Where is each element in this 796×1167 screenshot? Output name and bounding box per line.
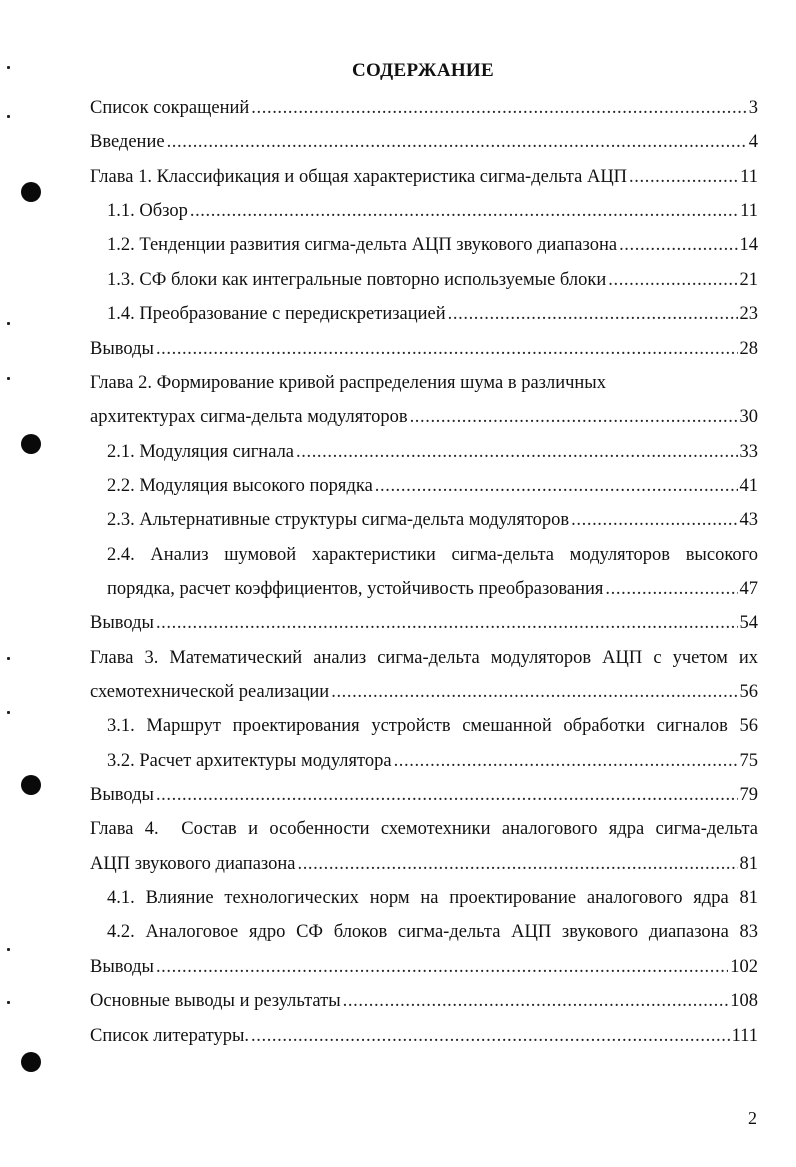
binder-hole	[21, 1052, 41, 1072]
toc-entry-chapter-2[interactable]	[90, 370, 758, 396]
toc-entry-title: Глава 4. Состав и особенности схемотехники аналогового ядра сигма-дельта	[90, 819, 758, 839]
toc-entry-chapter-4[interactable]	[90, 816, 758, 842]
toc-entry-conclusions-3[interactable]	[90, 782, 758, 808]
toc-entry-page: 56	[739, 682, 758, 702]
toc-entry-2-3[interactable]	[107, 507, 758, 533]
toc-entry-conclusions-4[interactable]	[90, 954, 758, 980]
scan-speck	[7, 948, 10, 951]
scan-speck	[7, 377, 10, 380]
scan-speck	[7, 322, 10, 325]
leader-dots	[605, 576, 737, 602]
toc-entry-1-2[interactable]	[107, 232, 758, 258]
scan-speck	[7, 1001, 10, 1004]
leader-dots	[343, 988, 729, 1014]
toc-entry-title: 1.3. СФ блоки как интегральные повторно используемые блоки	[107, 270, 607, 290]
toc-entry-title: 2.2. Модуляция высокого порядка	[107, 476, 373, 496]
toc-entry-page: 75	[739, 751, 758, 771]
toc-entry-page: 111	[731, 1026, 758, 1046]
leader-dots	[448, 301, 738, 327]
page-number: 2	[748, 1108, 757, 1128]
leader-dots	[156, 610, 738, 636]
toc-entry-title: Глава 3. Математический анализ сигма-дельта модуляторов АЦП с учетом их	[90, 648, 758, 668]
toc-entry-title: Выводы	[90, 613, 154, 633]
toc-entry-title: 2.3. Альтернативные структуры сигма-дельта модуляторов	[107, 510, 570, 530]
leader-dots	[394, 748, 738, 774]
toc-entry-page: 3	[748, 98, 758, 118]
toc-entry-page: 21	[739, 270, 758, 290]
leader-dots	[608, 267, 737, 293]
toc-entry-title: Выводы	[90, 339, 154, 359]
scan-speck	[7, 66, 10, 69]
toc-entry-title: 1.4. Преобразование с передискретизацией	[107, 304, 446, 324]
leader-dots	[167, 129, 747, 155]
toc-entry-conclusions-1[interactable]	[90, 336, 758, 362]
toc-entry-page: 108	[730, 991, 758, 1011]
toc-entry-4-1[interactable]	[107, 885, 758, 911]
toc-entry-3-1[interactable]	[107, 713, 758, 739]
toc-entry-title: 1.2. Тенденции развития сигма-дельта АЦП звукового диапазона	[107, 235, 618, 255]
toc-entry-page: 23	[739, 304, 758, 324]
page-title: СОДЕРЖАНИЕ	[352, 60, 494, 81]
toc-entry-chapter-3-cont[interactable]	[90, 679, 758, 705]
toc-entry-page: 79	[739, 785, 758, 805]
toc-entry-3-2[interactable]	[107, 748, 758, 774]
toc-entry-page: 81	[739, 854, 758, 874]
leader-dots	[571, 507, 737, 533]
toc-entry-title: 4.1. Влияние технологических норм на проектирование аналогового ядра 81	[107, 888, 758, 908]
toc-entry-chapter-4-cont[interactable]	[90, 851, 758, 877]
toc-entry-title: 2.4. Анализ шумовой характеристики сигма-дельта модуляторов высокого	[107, 545, 758, 565]
toc-entry-page: 4	[748, 132, 758, 152]
toc-entry-page: 54	[739, 613, 758, 633]
leader-dots	[296, 439, 737, 465]
toc-entry-page: 47	[739, 579, 758, 599]
toc-entry-title: порядка, расчет коэффициентов, устойчивость преобразования	[107, 579, 604, 599]
toc-entry-title: Выводы	[90, 957, 154, 977]
leader-dots	[619, 232, 737, 258]
toc-entry-page: 28	[739, 339, 758, 359]
toc-entry-page: 33	[739, 442, 758, 462]
toc-entry-references[interactable]	[90, 1023, 758, 1049]
toc-entry-main-conclusions[interactable]	[90, 988, 758, 1014]
toc-entry-title: 3.1. Маршрут проектирования устройств смешанной обработки сигналов 56	[107, 716, 758, 736]
leader-dots	[156, 954, 728, 980]
toc-entry-2-4-cont[interactable]	[107, 576, 758, 602]
binder-hole	[21, 434, 41, 454]
toc-entry-page: 41	[739, 476, 758, 496]
toc-entry-title: 2.1. Модуляция сигнала	[107, 442, 295, 462]
toc-entry-1-3[interactable]	[107, 267, 758, 293]
scan-speck	[7, 711, 10, 714]
leader-dots	[297, 851, 737, 877]
toc-entry-title: схемотехнической реализации	[90, 682, 330, 702]
toc-entry-page: 102	[730, 957, 758, 977]
toc-entry-page: 11	[740, 167, 758, 187]
leader-dots	[375, 473, 738, 499]
leader-dots	[410, 404, 738, 430]
leader-dots	[251, 1023, 730, 1049]
toc-entry-2-2[interactable]	[107, 473, 758, 499]
toc-entry-4-2[interactable]	[107, 919, 758, 945]
toc-entry-page: 30	[739, 407, 758, 427]
toc-entry-introduction[interactable]	[90, 129, 758, 155]
toc-entry-2-1[interactable]	[107, 439, 758, 465]
toc-entry-title: 1.1. Обзор	[107, 201, 188, 221]
binder-hole	[21, 775, 41, 795]
toc-entry-chapter-1[interactable]	[90, 164, 758, 190]
toc-entry-1-4[interactable]	[107, 301, 758, 327]
binder-hole	[21, 182, 41, 202]
toc-entry-chapter-3[interactable]	[90, 645, 758, 671]
leader-dots	[251, 95, 746, 121]
toc-entry-title: АЦП звукового диапазона	[90, 854, 296, 874]
toc-entry-2-4[interactable]	[107, 542, 758, 568]
toc-entry-page: 14	[739, 235, 758, 255]
toc-entry-conclusions-2[interactable]	[90, 610, 758, 636]
toc-entry-title: Список сокращений	[90, 98, 250, 118]
scan-speck	[7, 115, 10, 118]
leader-dots	[331, 679, 737, 705]
leader-dots	[156, 782, 738, 808]
leader-dots	[156, 336, 738, 362]
toc-entry-title: Список литературы.	[90, 1026, 250, 1046]
scan-speck	[7, 657, 10, 660]
toc-entry-chapter-2-cont[interactable]	[90, 404, 758, 430]
toc-entry-title: Глава 2. Формирование кривой распределения шума в различных	[90, 373, 606, 393]
toc-entry-abbreviations[interactable]	[90, 95, 758, 121]
toc-entry-page: 11	[740, 201, 758, 221]
leader-dots	[629, 164, 738, 190]
toc-entry-title: Выводы	[90, 785, 154, 805]
toc-entry-title: архитектурах сигма-дельта модуляторов	[90, 407, 408, 427]
toc-entry-1-1[interactable]	[107, 198, 758, 224]
toc-entry-title: Глава 1. Классификация и общая характеристика сигма-дельта АЦП	[90, 167, 628, 187]
toc-entry-title: Введение	[90, 132, 165, 152]
toc-entry-title: 3.2. Расчет архитектуры модулятора	[107, 751, 392, 771]
toc-entry-page: 43	[739, 510, 758, 530]
toc-entry-title: 4.2. Аналоговое ядро СФ блоков сигма-дельта АЦП звукового диапазона 83	[107, 922, 758, 942]
toc-entry-title: Основные выводы и результаты	[90, 991, 341, 1011]
leader-dots	[190, 198, 738, 224]
